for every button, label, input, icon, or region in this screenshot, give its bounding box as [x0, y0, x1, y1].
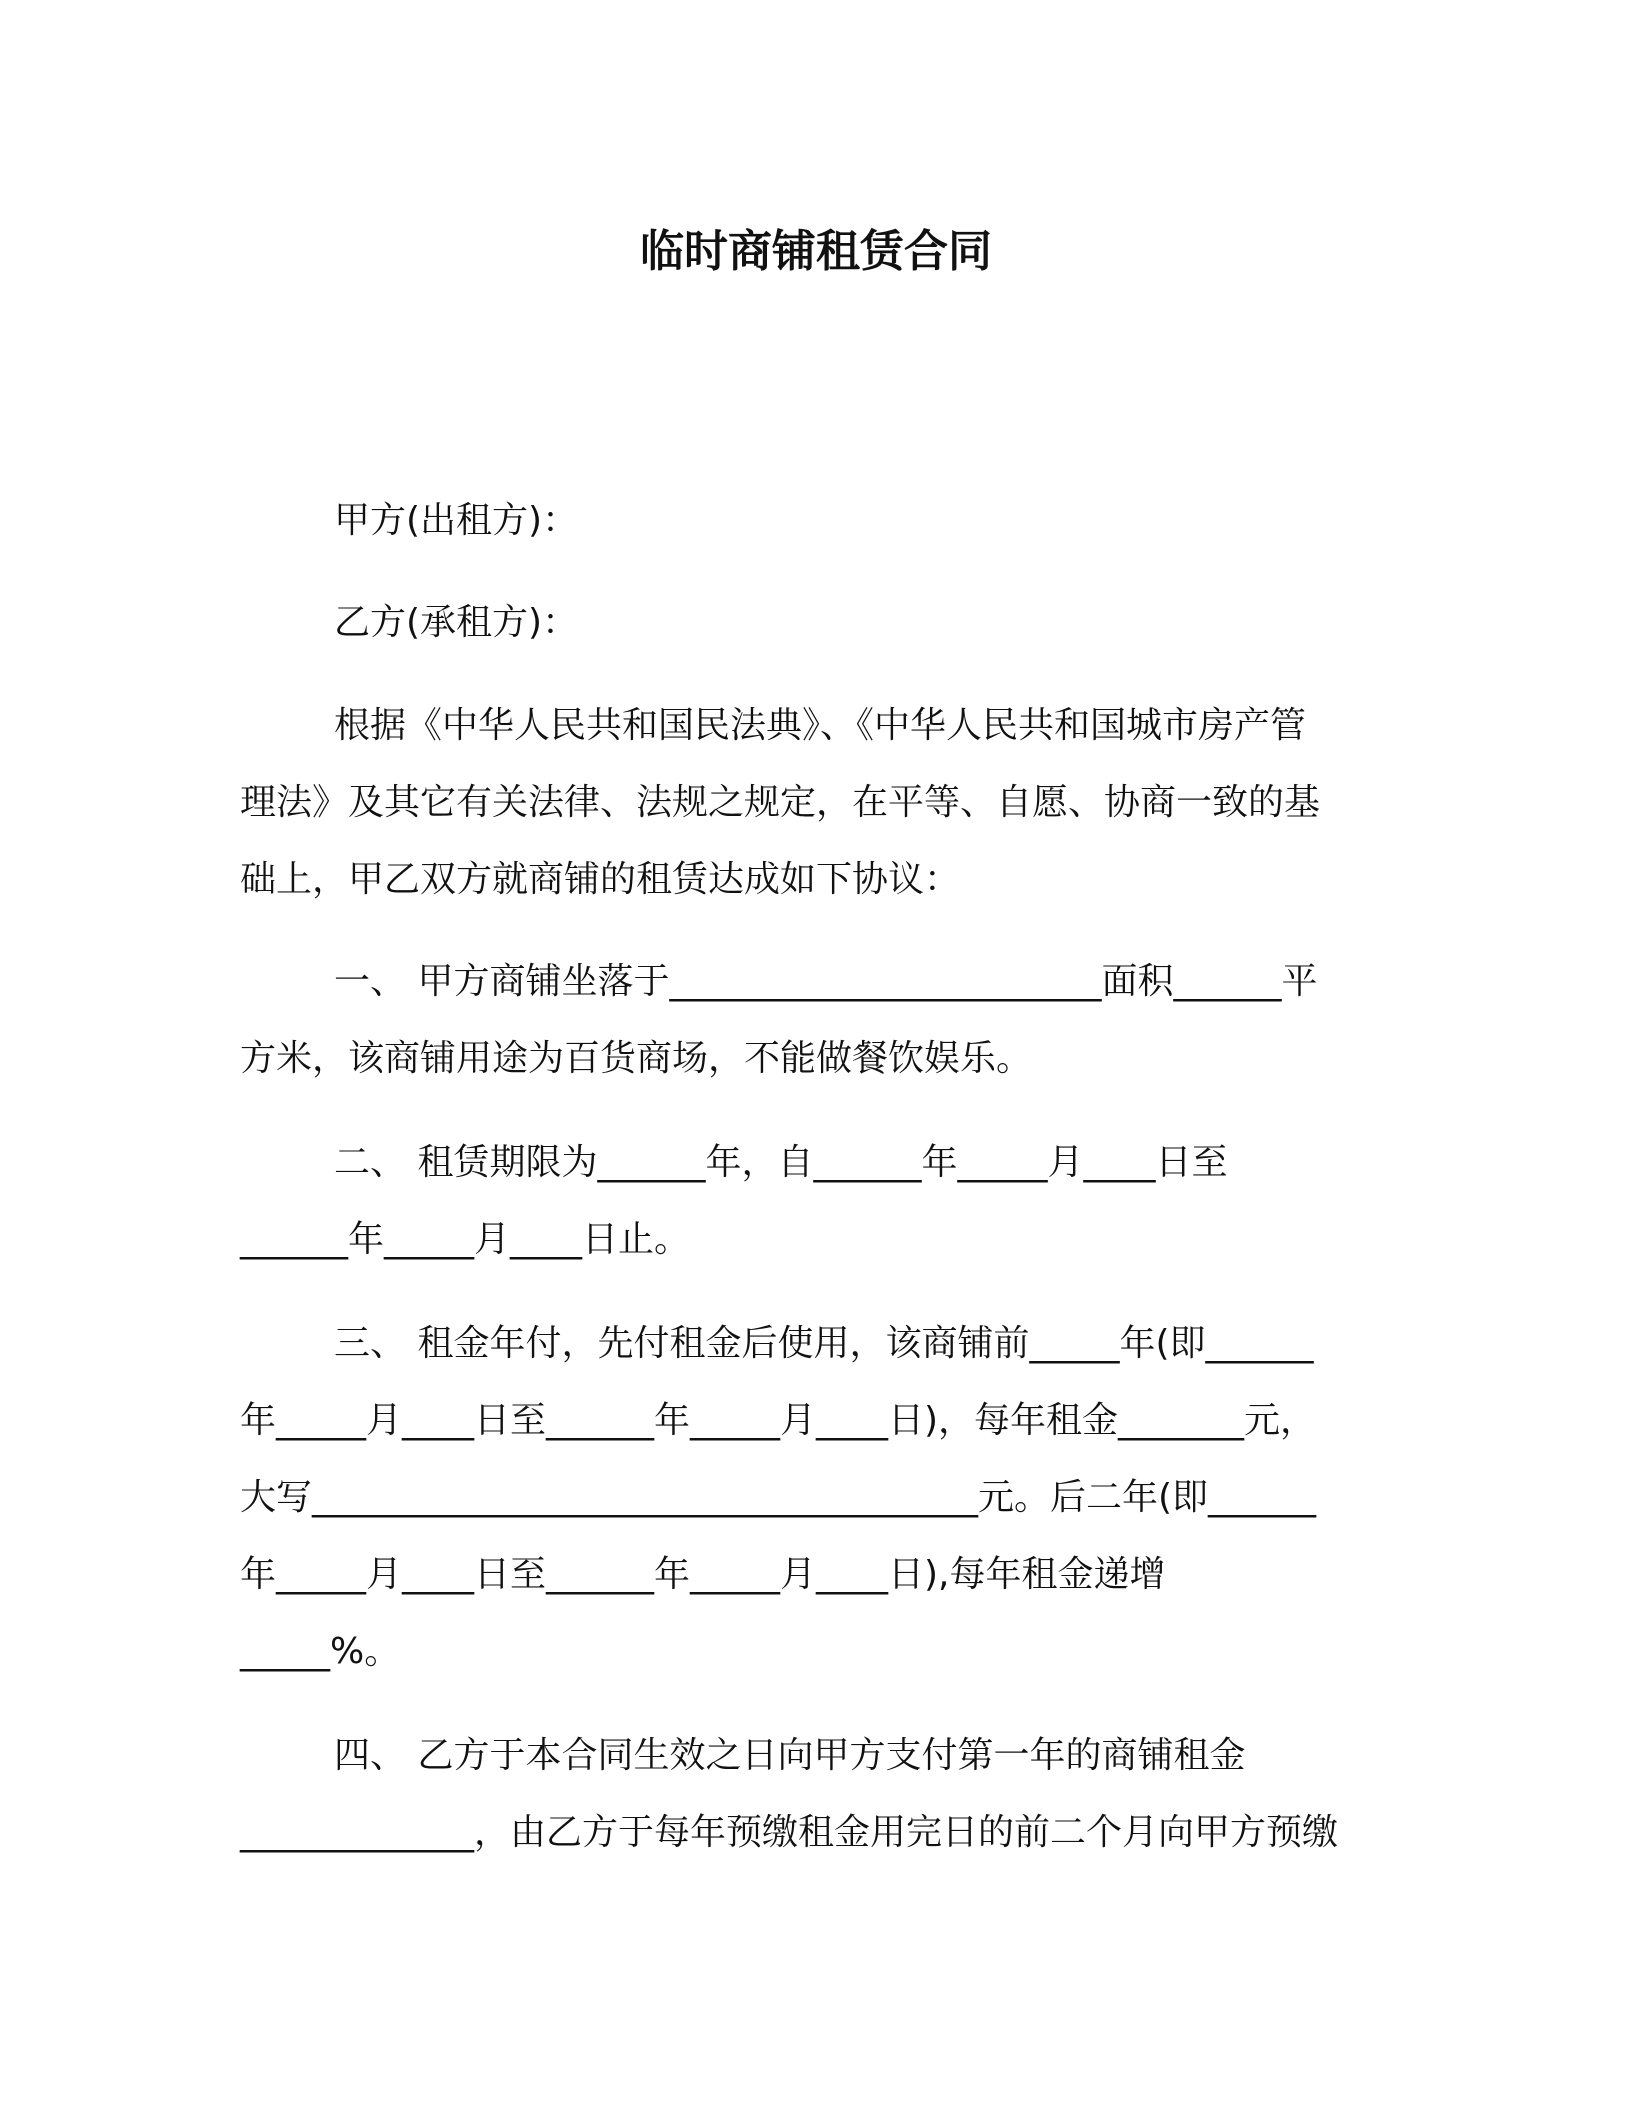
paragraph-line: 理法》及其它有关法律、法规之规定，在平等、自愿、协商一致的基 — [240, 782, 1321, 823]
paragraph-line: 大写_____________________________________元。后二年(即______ — [240, 1477, 1317, 1518]
paragraph-line: 础上，甲乙双方就商铺的租赁达成如下协议： — [240, 859, 961, 900]
paragraph-line: _____%。 — [240, 1631, 401, 1672]
paragraph-line: 根据《中华人民共和国民法典》、《中华人民共和国城市房产管 — [334, 705, 1307, 746]
paragraph-line: 三、 租金年付，先付租金后使用，该商铺前_____年(即______ — [334, 1323, 1314, 1364]
paragraph-line: 方米，该商铺用途为百货商场，不能做餐饮娱乐。 — [240, 1038, 1033, 1079]
party-a-label: 甲方(出租方)： — [334, 500, 579, 541]
paragraph-line: ______年_____月____日止。 — [240, 1219, 691, 1260]
paragraph-line: 一、 甲方商铺坐落于________________________面积______平 — [334, 961, 1318, 1002]
paragraph-line: 年_____月____日至______年_____月____日),每年租金递增 — [240, 1554, 1166, 1595]
paragraph-line: _____________，由乙方于每年预缴租金用完日的前二个月向甲方预缴 — [240, 1812, 1339, 1853]
paragraph-line: 二、 租赁期限为______年，自______年_____月____日至 — [334, 1142, 1228, 1183]
paragraph-line: 年_____月____日至______年_____月____日)，每年租金_______元， — [240, 1400, 1317, 1441]
document-title: 临时商铺租赁合同 — [640, 226, 992, 277]
party-b-label: 乙方(承租方)： — [334, 602, 579, 643]
paragraph-line: 四、 乙方于本合同生效之日向甲方支付第一年的商铺租金 — [334, 1735, 1246, 1776]
